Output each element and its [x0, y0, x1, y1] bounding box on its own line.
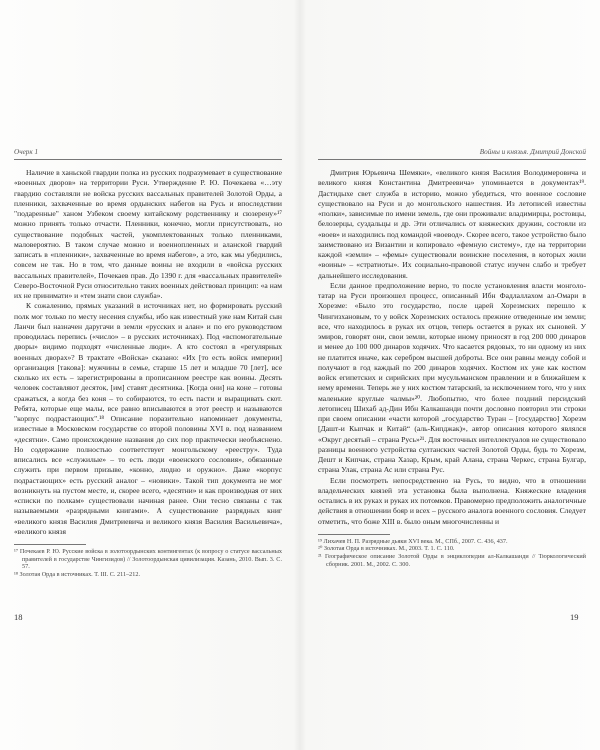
right-page-text [318, 168, 586, 527]
paragraph: Дмитрия Юрьевича Шемяки», «великого князя Василия Володимеровича и великого князя Константина Дмитреевича» упоминается в документах¹⁹. Дастидыхе свет служба в историю, можно убедиться, что военное сословие существовало на Руси и до монгольского нашествия. Из летописей известны «полки», зависимые по имени земель, где они проживали: владимирцы, ростовцы, белозерцы, суздальцы и др. Эти отличались от княжеских дружин, состояли из «воев» и находились под командой «воевод». Скорее всего, такое устройство было заимствовано из Византии и копировало «фемную систему», где на территории каждой «земли» – «фемы» существовали воинские поселения, в которых жили «воины» – «стратиоты». Их социально-правовой статус изучен слабо и требует дальнейшего исследования. [318, 168, 586, 280]
left-page-text [14, 168, 282, 537]
right-page [318, 148, 586, 568]
paragraph: Если данное предположение верно, то после установления власти монголо-татар на Руси произошел процесс, описанный Ибн Фадлаллахом ал-Омари в Хорезме: «Было это государство, после царей Хорезмских перешло к Чингизхановым, то у войск Хорезмских осталось прежние отведенные им земли; все, что находилось в руках их отцов, теперь остается в руках их сыновей. У эмиров, говорят они, свои земли, которые иному приносят в год 200 000 динаров и менее до 100 000 динаров ходячих. Что касается рядовых, то ни одному из них не платится иначе, как серебром высшей доброты. Все они равны между собой и получают в год каждый по 200 динаров ходячих. Костюм их уже как костюм войск египетских и сирийских при мусульманском правлении и в ближайшем к нему времени. Теперь же у них костюм татарский, за исключением того, что у них маленькие круглые чалмы»²⁰. Любопытно, что более поздний персидский летописец Шихаб ад-Дин Ибн Калкашанди почти дословно повторил эти строки при своем описании «части которой „государство Туран – [государство] Хорезм [Дашт-и Кыпчак и Китай“ (аль-Кипджак)», автор описания которого являлся «Округ десятый – страна Русь»²¹. Для восточных интеллектуалов не существовало разницы военного устройства султанских частей Золотой Орды, будь то Хорезм, Дешт и Кипчак, страна Хазар, Крым, край Алана, страна Черкес, страна Булгар, страна Улак, страна Ас или страна Рус. [318, 280, 586, 475]
running-head-left: Очерк 1 [14, 148, 282, 160]
page-number-left: 18 [14, 612, 23, 622]
left-page [14, 148, 282, 578]
paragraph: Наличие в ханьской гвардии полка из русских подразумевает в существование «военных дворов» на территории Руси. Утверждение Р. Ю. Почекаева «…эту гвардию составляли не войска русских вассальных правителей Золотой Орды, а пленники, захваченные во время ордынских набегов на Русь и впоследствии "подаренные" ханом Узбеком своему китайскому родственнику и сюзерену»¹⁷ можно принять только отчасти. Пленники, конечно, могли присутствовать, но существование подобных частей, укомплектованных только пленниками, маловероятно. В таком случае можно и военнопленных и аланской гвардий записать в «пленники», захваченные во время набегов», а это, как мы убедились, совсем не так. Но в том, что данные воины не входили в «войска русских вассальных правителей», Почекаев прав. До 1390 г. для «вассальных правителей» Северо-Восточной Руси относительно таких военных действовал принцип: «а нам их не принимати» и «тем знати свои служба». [14, 168, 282, 300]
footnote: ¹⁷ Почекаев Р. Ю. Русские войска в золотоордынских контингентах (к вопросу о статусе вассальных правителей в государстве Чингизидов) // Золотоордынская цивилизация. Казань, 2010. Вып. 3. С. 57. [14, 548, 282, 571]
paragraph: К сожалению, прямых указаний в источниках нет, но формировать русский полк мог только по месту несения службы, ибо как известный уже нам Китай сын Ланчи был назначен даругачи в земли «русских и алан» и по его руководством проводилась перепись («число» – в русских источниках). Под «вспомогательные дворы» видимо подходят «численные люди». А кто состоял в «регулярных военных дворах»? В трактате «Войска» сказано: «Их [то есть войск империи] организация [такова]: мужчины в семье, старше 15 лет и младше 70 [лет], все сколько их есть – зарегистрированы в прописанном реестре как воины. Десять человек составляют десяток, [им] ставят десятника. [Когда они] на коне – готовы сражаться, а когда без коня – то собираются, то есть пасти и выращивать скот. Ребята, которые еще малы, все равно вписываются в этот реестр и называются "корпус подрастающих".¹⁸ Описание поразительно напоминает документы, известные в Московском государстве со второй половины XVI в. под названием «десятни». Само происхождение названия до сих пор практически необъяснено. Но содержание полностью соответствует монгольскому «реестру». Туда вписались все «служилые» – то есть люди «военского сословия», обязанные служить при первом призыве, «конно, людно и оружно». Даже «корпус подрастающих» есть русский аналог – «новики». Такой тип документа не мог возникнуть на пустом месте, и, скорее всего, «десятни» и как производная от них «списки по полкам» существовали начиная ранее. Они тесно связаны с так называемыми «разрядными книгами». А существование разрядных книг «великого князя Василия Дмитриевича и великого князя Василия Васильевича», «великого князя [14, 301, 282, 536]
footnote-divider [318, 534, 390, 535]
paragraph: Если посмотреть непосредственно на Русь, то видно, что в отношении владельческих князей эта установка была выполнена. Княжеские владения остались в их руках и руках их потомков. Правомерно предположить аналогичные действия в отношении бояр и всех – русского аналога военного сословия. Следует отметить, что боже XIII в. было оным многочисленны и [318, 475, 586, 526]
footnote-divider [14, 544, 86, 545]
page-number-right: 19 [570, 612, 579, 622]
footnote: ²¹ Географическое описание Золотой Орды в энциклопедии ал-Калкашанди // Тюркологический сборник. 2001. М., 2002. С. 300. [318, 552, 586, 568]
footnote: ²⁰ Золотая Орда в источниках. М., 2003. Т. 1. С. 110. [318, 545, 455, 553]
running-head-right: Войны и князья. Дмитрий Донской [318, 148, 586, 160]
footnote: ¹⁹ Лихачев Н. П. Разрядные дьяки XVI века. М., СПб., 2007. С. 436, 437. [318, 537, 508, 545]
footnote: ¹⁸ Золотая Орда в источниках. Т. III. С. 211–212. [14, 570, 140, 578]
